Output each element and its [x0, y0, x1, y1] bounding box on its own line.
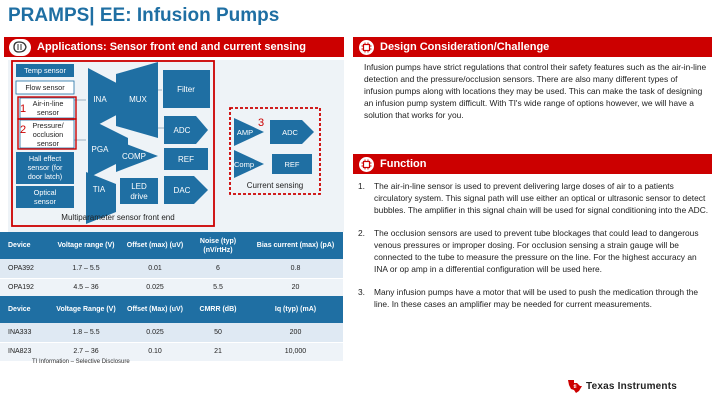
optical-sensor-label-1: Optical — [33, 188, 57, 197]
ina-table — [0, 296, 343, 362]
signal-chain-diagram — [8, 60, 344, 232]
table-cell: 200 — [248, 323, 343, 342]
list-item-number: 1. — [358, 181, 365, 191]
table-cell: 50 — [188, 323, 248, 342]
list-item-text: The occlusion sensors are used to prevent tube blockages that could lead to dangerous venous pressures or improper dosing. For occlusion sensing a strain gauge will be connected to the tube to measure the pressure on the line. For the highest accuracy an INA or op amp in a differential configuration will be used here. — [374, 228, 699, 274]
table-cell: INA823 — [0, 342, 50, 361]
table-cell: 0.025 — [122, 278, 188, 297]
table2-header-offset: Offset (Max) (uV) — [122, 296, 188, 323]
table1-header-device: Device — [0, 232, 50, 259]
ti-logo — [567, 378, 677, 394]
dac-label: DAC — [173, 186, 191, 195]
table-cell: 0.8 — [248, 259, 343, 278]
table-cell: 20 — [248, 278, 343, 297]
adc2-label: ADC — [282, 128, 298, 137]
table-row — [0, 278, 343, 297]
ina-label: INA — [93, 95, 107, 104]
design-header-label: Design Consideration/Challenge — [380, 41, 550, 53]
function-header — [353, 154, 712, 174]
list-item-text: Many infusion pumps have a motor that will be used to push the medication through the line. In these cases an amplifier may be needed for current measurements. — [374, 287, 699, 309]
list-item-text: The air-in-line sensor is used to prevent delivering large doses of air to a patients circulatory system. This signal path will use either an optical or ultrasonic sensor to detect bubbles. The amplifier in this signal chain will be used for signal conditioning into the ADC. — [374, 181, 709, 215]
temp-sensor-label: Temp sensor — [24, 66, 66, 75]
applications-header — [4, 37, 344, 57]
pressure-sensor-label-3: sensor — [37, 139, 59, 148]
op-amp-table — [0, 232, 343, 298]
flow-sensor-label: Flow sensor — [25, 83, 65, 92]
marker-1: 1 — [20, 103, 27, 115]
filter-label: Filter — [177, 85, 195, 94]
applications-header-label: Applications: Sensor front end and current sensing — [37, 41, 306, 53]
table-row — [0, 323, 343, 342]
table-cell: INA333 — [0, 323, 50, 342]
ti-logo-text: Texas Instruments — [586, 380, 678, 392]
function-list — [352, 180, 710, 321]
pressure-sensor-label-1: Pressure/ — [32, 121, 64, 130]
marker-2: 2 — [20, 124, 27, 136]
table-cell: 2.7 – 36 — [50, 342, 122, 361]
function-header-label: Function — [380, 158, 427, 170]
design-header — [353, 37, 712, 57]
table-cell: 0.10 — [122, 342, 188, 361]
table-cell: OPA192 — [0, 278, 50, 297]
air-in-line-sensor-label-1: Air-in-line — [32, 99, 64, 108]
brain-icon — [9, 39, 31, 56]
table1-header-noise: Noise (typ) (nV/rtHz) — [188, 232, 248, 259]
marker-3: 3 — [258, 117, 265, 129]
front-end-label: Multiparameter sensor front end — [61, 213, 175, 222]
table2-header-device: Device — [0, 296, 50, 323]
hall-sensor-label-2: sensor (for — [27, 163, 63, 172]
chip-icon — [359, 40, 374, 55]
air-in-line-sensor-label-2: sensor — [37, 108, 59, 117]
list-item-number: 3. — [358, 287, 365, 297]
table-cell: 0.025 — [122, 323, 188, 342]
table1-header-bias: Bias current (max) (pA) — [248, 232, 343, 259]
page-title: PRAMPS| EE: Infusion Pumps — [8, 5, 280, 26]
led-label-2: drive — [130, 192, 148, 201]
table-cell: 0.01 — [122, 259, 188, 278]
pga-label: PGA — [91, 145, 109, 154]
list-item — [352, 180, 710, 216]
table-cell: 1.7 – 5.5 — [50, 259, 122, 278]
current-sensing-label: Current sensing — [246, 181, 304, 190]
table-cell: 4.5 – 36 — [50, 278, 122, 297]
footer-note: TI Information – Selective Disclosure — [32, 359, 130, 365]
table1-header-voltage: Voltage range (V) — [50, 232, 122, 259]
table1-header-offset: Offset (max) (uV) — [122, 232, 188, 259]
sensor-diagram — [8, 60, 344, 232]
ref-label: REF — [178, 155, 194, 164]
amp-label: AMP — [236, 128, 254, 137]
table-cell: OPA392 — [0, 259, 50, 278]
table2-header-iq: Iq (typ) (mA) — [248, 296, 343, 323]
ref2-label: REF — [284, 160, 300, 169]
mux-label: MUX — [129, 95, 147, 104]
chip-icon — [359, 157, 374, 172]
table2-header-voltage: Voltage Range (V) — [50, 296, 122, 323]
list-item — [352, 227, 710, 275]
pressure-sensor-label-2: occlusion — [32, 130, 64, 139]
texas-icon — [567, 378, 583, 394]
svg-text:ti: ti — [573, 384, 577, 390]
list-item-number: 2. — [358, 228, 365, 238]
adc-label: ADC — [173, 126, 191, 135]
table-cell: 6 — [188, 259, 248, 278]
hall-sensor-label-1: Hall effect — [28, 154, 62, 163]
led-label-1: LED — [131, 182, 147, 191]
table-cell: 5.5 — [188, 278, 248, 297]
table-row — [0, 259, 343, 278]
list-item — [352, 286, 710, 310]
design-paragraph: Infusion pumps have strict regulations that control their safety features such as the air-in-line detection and the pressure/occlusion sensors. There are also many different types of infusion pumps along with locations they may be used. This can make the task of designing an infusion pump system difficult. With TI's wide range of options however, we will have a solution that works for you. — [364, 62, 707, 120]
hall-sensor-label-3: door latch) — [27, 172, 63, 181]
table2-header-cmrr: CMRR (dB) — [188, 296, 248, 323]
comp-label: COMP — [122, 152, 146, 161]
optical-sensor-label-2: sensor — [34, 197, 56, 206]
table-cell: 10,000 — [248, 342, 343, 361]
table-cell: 21 — [188, 342, 248, 361]
tia-label: TIA — [92, 185, 106, 194]
table-cell: 1.8 – 5.5 — [50, 323, 122, 342]
comp2-label: Comp — [233, 160, 255, 169]
